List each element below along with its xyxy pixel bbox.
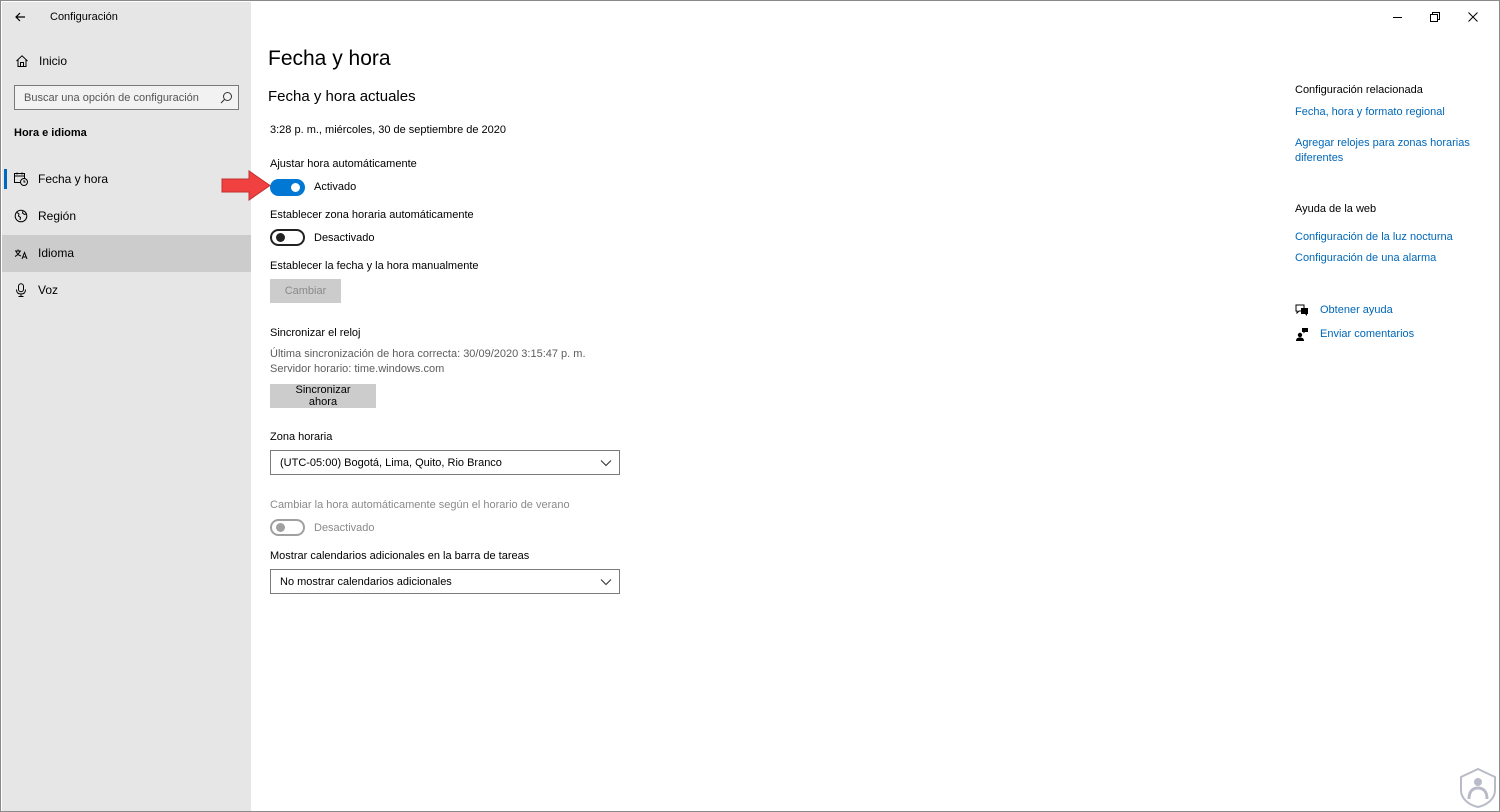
- watermark-logo-icon: [1460, 768, 1496, 808]
- chat-help-icon: [1295, 303, 1309, 317]
- sidebar: [2, 2, 251, 811]
- auto-timezone-label: Establecer zona horaria automáticamente: [270, 209, 474, 221]
- microphone-icon: [14, 283, 28, 297]
- toggle-knob: [276, 523, 285, 532]
- globe-icon: [14, 209, 28, 223]
- search-input[interactable]: [15, 86, 215, 109]
- auto-time-toggle[interactable]: [270, 179, 305, 196]
- section-title-current: Fecha y hora actuales: [268, 88, 416, 105]
- sidebar-item-date-time[interactable]: [2, 161, 251, 198]
- restore-icon[interactable]: [1426, 8, 1444, 26]
- chevron-down-icon: [600, 458, 612, 468]
- language-icon: [14, 246, 28, 260]
- timezone-label: Zona horaria: [270, 431, 333, 443]
- home-icon: [15, 54, 29, 68]
- window-controls: [1379, 2, 1499, 32]
- toggle-knob: [276, 233, 285, 242]
- timezone-select[interactable]: [270, 450, 620, 475]
- sync-title: Sincronizar el reloj: [270, 327, 361, 339]
- last-sync-text: Última sincronización de hora correcta: 30/09/2020 3:15:47 p. m.: [270, 348, 586, 360]
- get-help-link[interactable]: Obtener ayuda: [1320, 304, 1393, 316]
- back-arrow-icon: [10, 6, 32, 28]
- auto-time-state: Activado: [314, 181, 357, 193]
- timezone-value: (UTC-05:00) Bogotá, Lima, Quito, Rio Branco: [280, 457, 502, 469]
- change-button[interactable]: Cambiar: [270, 279, 341, 303]
- related-settings-title: Configuración relacionada: [1295, 84, 1423, 96]
- feedback-icon: [1295, 327, 1309, 341]
- dst-toggle[interactable]: [270, 519, 305, 536]
- web-help-title: Ayuda de la web: [1295, 203, 1377, 215]
- red-arrow-icon: [220, 169, 272, 202]
- search-icon[interactable]: [220, 91, 233, 104]
- section-heading: Hora e idioma: [14, 127, 87, 139]
- sidebar-item-voice[interactable]: [2, 272, 251, 309]
- app-title: Configuración: [50, 11, 118, 23]
- sidebar-item-home[interactable]: [2, 46, 251, 76]
- sidebar-item-label: Idioma: [38, 246, 75, 260]
- link-regional-format[interactable]: Fecha, hora y formato regional: [1295, 106, 1445, 118]
- sidebar-item-region[interactable]: [2, 198, 251, 235]
- dst-label: Cambiar la hora automáticamente según el horario de verano: [270, 499, 570, 511]
- calendars-select[interactable]: [270, 569, 620, 594]
- sidebar-item-label: Voz: [38, 283, 59, 297]
- link-night-light[interactable]: Configuración de la luz nocturna: [1295, 231, 1453, 243]
- sidebar-item-label: Región: [38, 209, 77, 223]
- sync-now-button[interactable]: Sincronizar ahora: [270, 384, 376, 408]
- auto-time-label: Ajustar hora automáticamente: [270, 158, 417, 170]
- auto-timezone-state: Desactivado: [314, 232, 375, 244]
- link-additional-clocks[interactable]: Agregar relojes para zonas horarias diferentes: [1295, 137, 1470, 164]
- calendars-label: Mostrar calendarios adicionales en la barra de tareas: [270, 550, 530, 562]
- calendars-value: No mostrar calendarios adicionales: [280, 576, 452, 588]
- manual-time-label: Establecer la fecha y la hora manualmente: [270, 260, 479, 272]
- title-bar: [2, 2, 251, 32]
- feedback-link[interactable]: Enviar comentarios: [1320, 328, 1415, 340]
- calendar-clock-icon: [14, 172, 28, 186]
- chevron-down-icon: [600, 577, 612, 587]
- auto-timezone-toggle[interactable]: [270, 229, 305, 246]
- sidebar-item-language[interactable]: [2, 235, 251, 272]
- close-icon[interactable]: [1464, 8, 1482, 26]
- page-title: Fecha y hora: [268, 47, 391, 70]
- current-datetime: 3:28 p. m., miércoles, 30 de septiembre de 2020: [270, 124, 507, 136]
- time-server-text: Servidor horario: time.windows.com: [270, 363, 445, 375]
- minimize-icon[interactable]: [1389, 8, 1407, 26]
- search-box[interactable]: [14, 85, 239, 110]
- toggle-knob: [291, 183, 300, 192]
- sidebar-item-label: Inicio: [39, 54, 68, 68]
- main-content: [251, 2, 1499, 811]
- link-alarm[interactable]: Configuración de una alarma: [1295, 252, 1437, 264]
- sidebar-item-label: Fecha y hora: [38, 172, 109, 186]
- dst-state: Desactivado: [314, 522, 375, 534]
- back-button[interactable]: [10, 6, 32, 28]
